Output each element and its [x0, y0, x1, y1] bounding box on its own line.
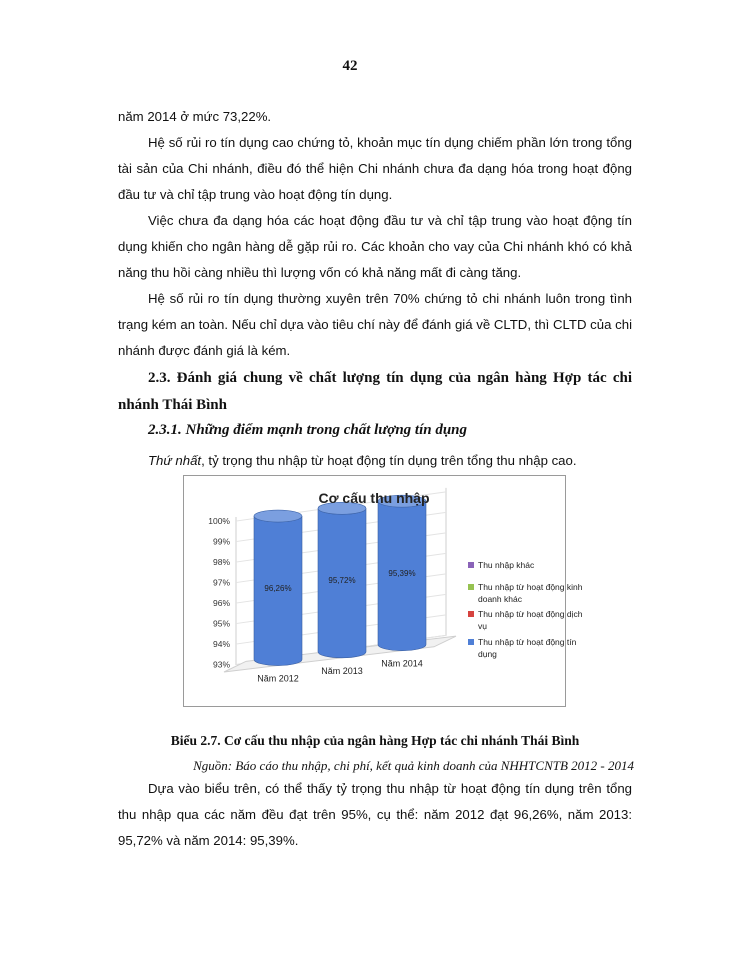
figure-caption: Biểu 2.7. Cơ cấu thu nhập của ngân hàng Hợp tác chi nhánh Thái Bình [170, 733, 580, 748]
y-tick-label: 93% [212, 659, 230, 670]
legend-item [478, 609, 583, 631]
section-heading-2-3: 2.3. Đánh giá chung về chất lượng tín dụng của ngân hàng Hợp tác chi nhánh Thái Bình [118, 370, 632, 413]
legend-item-line: Thu nhập khác [478, 560, 535, 570]
intro-text: , tỷ trọng thu nhập từ hoạt động tín dụng trên tổng thu nhập cao. [201, 453, 577, 468]
section-heading-2-3-1: 2.3.1. Những điểm mạnh trong chất lượng tín dụng [148, 422, 468, 438]
y-tick-label: 99% [212, 536, 230, 547]
x-category-label: Năm 2012 [257, 673, 299, 684]
conclusion-text: Dựa vào biểu trên, có thể thấy tỷ trọng thu nhập từ hoạt động tín dụng trên tổng thu nhập qua các năm đều đạt trên 95%, cụ thể: năm 2012 đạt 96,26%, năm 2013: 95,72% và năm 2014: 95,39%. [118, 781, 632, 848]
x-category-label: Năm 2013 [321, 665, 363, 676]
legend-item-line: Thu nhập từ hoạt động dịch [478, 609, 583, 619]
legend-item-line: doanh khác [478, 594, 522, 604]
figure-source: Nguồn: Báo cáo thu nhập, chi phí, kết quả kinh doanh của NHHTCNTB 2012 - 2014 [193, 758, 634, 773]
intro-line [148, 453, 577, 468]
chart-svg [184, 476, 583, 706]
y-tick-label: 96% [212, 598, 230, 609]
legend-item [478, 637, 577, 659]
legend-item-line: dụng [478, 649, 497, 659]
chart-title: Cơ cấu thu nhập [318, 490, 430, 506]
y-tick-label: 97% [212, 577, 230, 588]
intro-label: Thứ nhất [148, 453, 202, 468]
chart-legend [468, 560, 583, 659]
paragraph-4: Hệ số rủi ro tín dụng thường xuyên trên 70% chứng tỏ chi nhánh luôn trong tình trạng kém an toàn. Nếu chỉ dựa vào tiêu chí này để đánh giá về CLTD, thì CLTD của chi nhánh được đánh giá là kém. [118, 291, 632, 358]
y-tick-label: 94% [212, 639, 230, 650]
conclusion-paragraph [118, 776, 632, 854]
y-tick-label: 95% [212, 618, 230, 629]
legend-item-line: vụ [478, 621, 487, 631]
legend-swatch [468, 584, 474, 590]
legend-swatch [468, 562, 474, 568]
data-label: 96,26% [264, 583, 292, 593]
paragraph-3: Việc chưa đa dạng hóa các hoạt động đầu tư và chỉ tập trung vào hoạt động tín dụng khiến cho ngân hàng dễ gặp rủi ro. Các khoản cho vay của Chi nhánh khó có khả năng thu hồi càng nhiều thì lượng vốn có khả năng mất đi càng tăng. [118, 213, 632, 280]
paragraph-1: năm 2014 ở mức 73,22%. [118, 109, 272, 124]
y-tick-label: 100% [208, 516, 230, 527]
legend-item-line: Thu nhập từ hoạt động tín [478, 637, 577, 647]
y-tick-label: 98% [212, 557, 230, 568]
paragraph-2: Hệ số rủi ro tín dụng cao chứng tỏ, khoản mục tín dụng chiếm phần lớn trong tổng tài sản của Chi nhánh, điều đó thể hiện Chi nhánh chưa đa dạng hóa trong hoạt động đầu tư và chỉ tập trung vào hoạt động tín dụng. [118, 135, 632, 202]
legend-item [478, 582, 583, 604]
income-structure-chart [183, 475, 583, 707]
body-paragraphs [118, 104, 632, 364]
legend-item-line: Thu nhập từ hoạt động kinh [478, 582, 583, 592]
data-label: 95,72% [328, 576, 356, 586]
legend-item [478, 560, 535, 570]
bar-segment-top [254, 510, 302, 522]
legend-swatch [468, 639, 474, 645]
page-number: 42 [342, 58, 358, 74]
data-label: 95,39% [388, 568, 416, 578]
x-category-label: Năm 2014 [381, 658, 423, 669]
legend-swatch [468, 611, 474, 617]
